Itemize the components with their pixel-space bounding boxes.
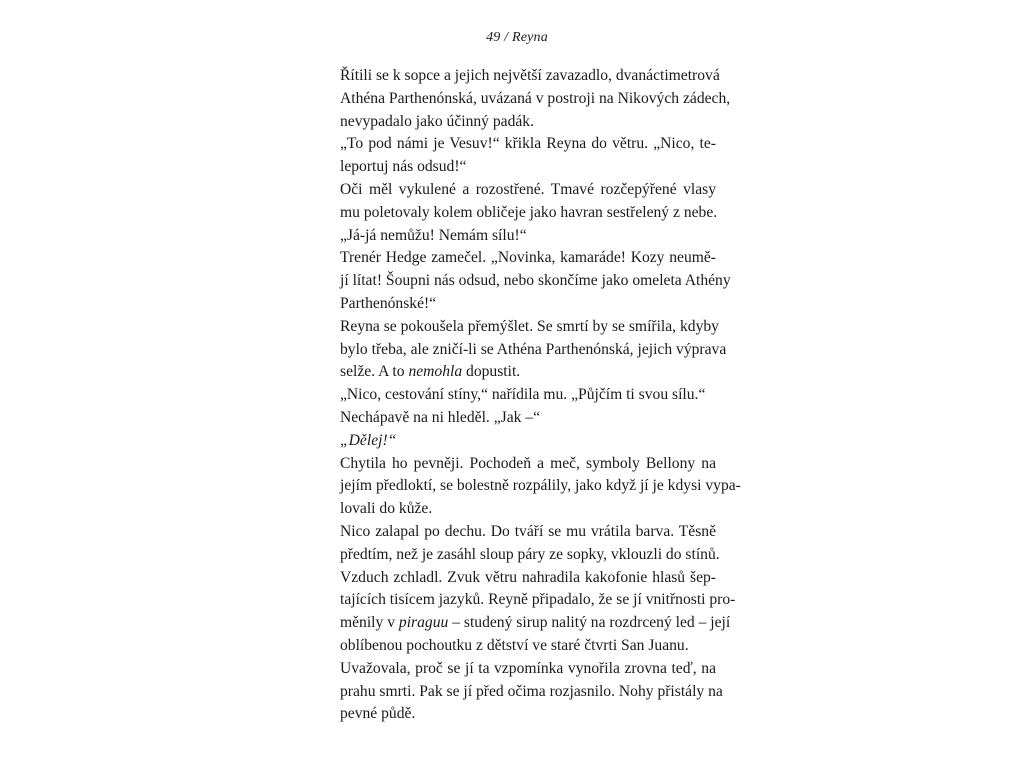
text-line: jejím předloktí, se bolestně rozpálily, jako když jí je kdysi vypa- xyxy=(340,477,741,495)
text-line: Chytila ho pevněji. Pochodeň a meč, symboly Bellony na xyxy=(340,454,716,472)
text-line: Oči měl vykulené a rozostřené. Tmavé rozčepýřené vlasy xyxy=(340,180,716,198)
text-line: Řítili se k sopce a jejich největší zavazadlo, dvanáctimetrová xyxy=(340,67,720,84)
paragraph xyxy=(318,521,720,567)
text-line: „Dělej!“ xyxy=(340,431,397,449)
paragraph xyxy=(318,179,716,247)
text-line: selže. A to nemohla dopustit. xyxy=(340,363,521,381)
text-line: mu poletovaly kolem obličeje jako havran sestřelený z nebe. xyxy=(340,203,718,221)
text-line: prahu smrti. Pak se jí před očima rozjasnilo. Nohy přistály na xyxy=(340,682,723,700)
paragraph xyxy=(318,384,716,407)
text-line: „Nico, cestování stíny,“ nařídila mu. „Půjčím ti svou sílu.“ xyxy=(340,386,706,404)
text-line: měnily v piraguu – studený sirup nalitý na rozdrcený led – její xyxy=(340,614,731,632)
text-line: Parthenónské!“ xyxy=(340,294,437,312)
text-line: Reyna se pokoušela přemýšlet. Se smrtí by se smířila, kdyby xyxy=(340,317,719,335)
text-line: „To pod námi je Vesuv!“ křikla Reyna do větru. „Nico, te- xyxy=(340,135,716,153)
body-text xyxy=(318,65,741,726)
paragraph xyxy=(318,133,716,179)
text-line: Nico zalapal po dechu. Do tváří se mu vrátila barva. Těsně xyxy=(340,522,716,540)
paragraph xyxy=(318,658,723,726)
paragraph xyxy=(318,407,716,430)
text-line: Nechápavě na ni hleděl. „Jak –“ xyxy=(340,408,541,426)
paragraph xyxy=(318,567,736,658)
text-line: leportuj nás odsud!“ xyxy=(340,158,467,176)
text-line: oblíbenou pochoutku z dětství ve staré čtvrti San Juanu. xyxy=(340,636,689,654)
paragraph xyxy=(318,65,731,133)
text-line: předtím, než je zasáhl sloup páry ze sopky, vklouzli do stínů. xyxy=(340,545,720,563)
text-line: nevypadalo jako účinný padák. xyxy=(340,112,534,130)
text-line: Vzduch zchladl. Zvuk větru nahradila kakofonie hlasů šep- xyxy=(340,568,716,586)
text-line: tajících tisícem jazyků. Reyně připadalo, že se jí vnitřnosti pro- xyxy=(340,591,736,609)
paragraph xyxy=(318,430,716,453)
text-line: pevné půdě. xyxy=(340,705,416,723)
text-line: lovali do kůže. xyxy=(340,500,433,518)
paragraph xyxy=(318,453,741,521)
paragraph xyxy=(318,247,731,315)
text-line: bylo třeba, ale zničí-li se Athéna Parthenónská, jejich výprava xyxy=(340,340,727,358)
book-page xyxy=(318,0,741,768)
running-head: 49 / Reyna xyxy=(486,30,548,45)
text-line: jí lítat! Šoupni nás odsud, nebo skončíme jako omeleta Athény xyxy=(340,272,731,290)
text-line: „Já-já nemůžu! Nemám sílu!“ xyxy=(340,226,527,244)
text-line: Uvažovala, proč se jí ta vzpomínka vynořila zrovna teď, na xyxy=(340,659,716,677)
text-line: Athéna Parthenónská, uvázaná v postroji na Nikových zádech, xyxy=(340,89,731,107)
text-line: Trenér Hedge zamečel. „Novinka, kamaráde! Kozy neumě- xyxy=(340,249,716,267)
paragraph xyxy=(318,316,727,384)
